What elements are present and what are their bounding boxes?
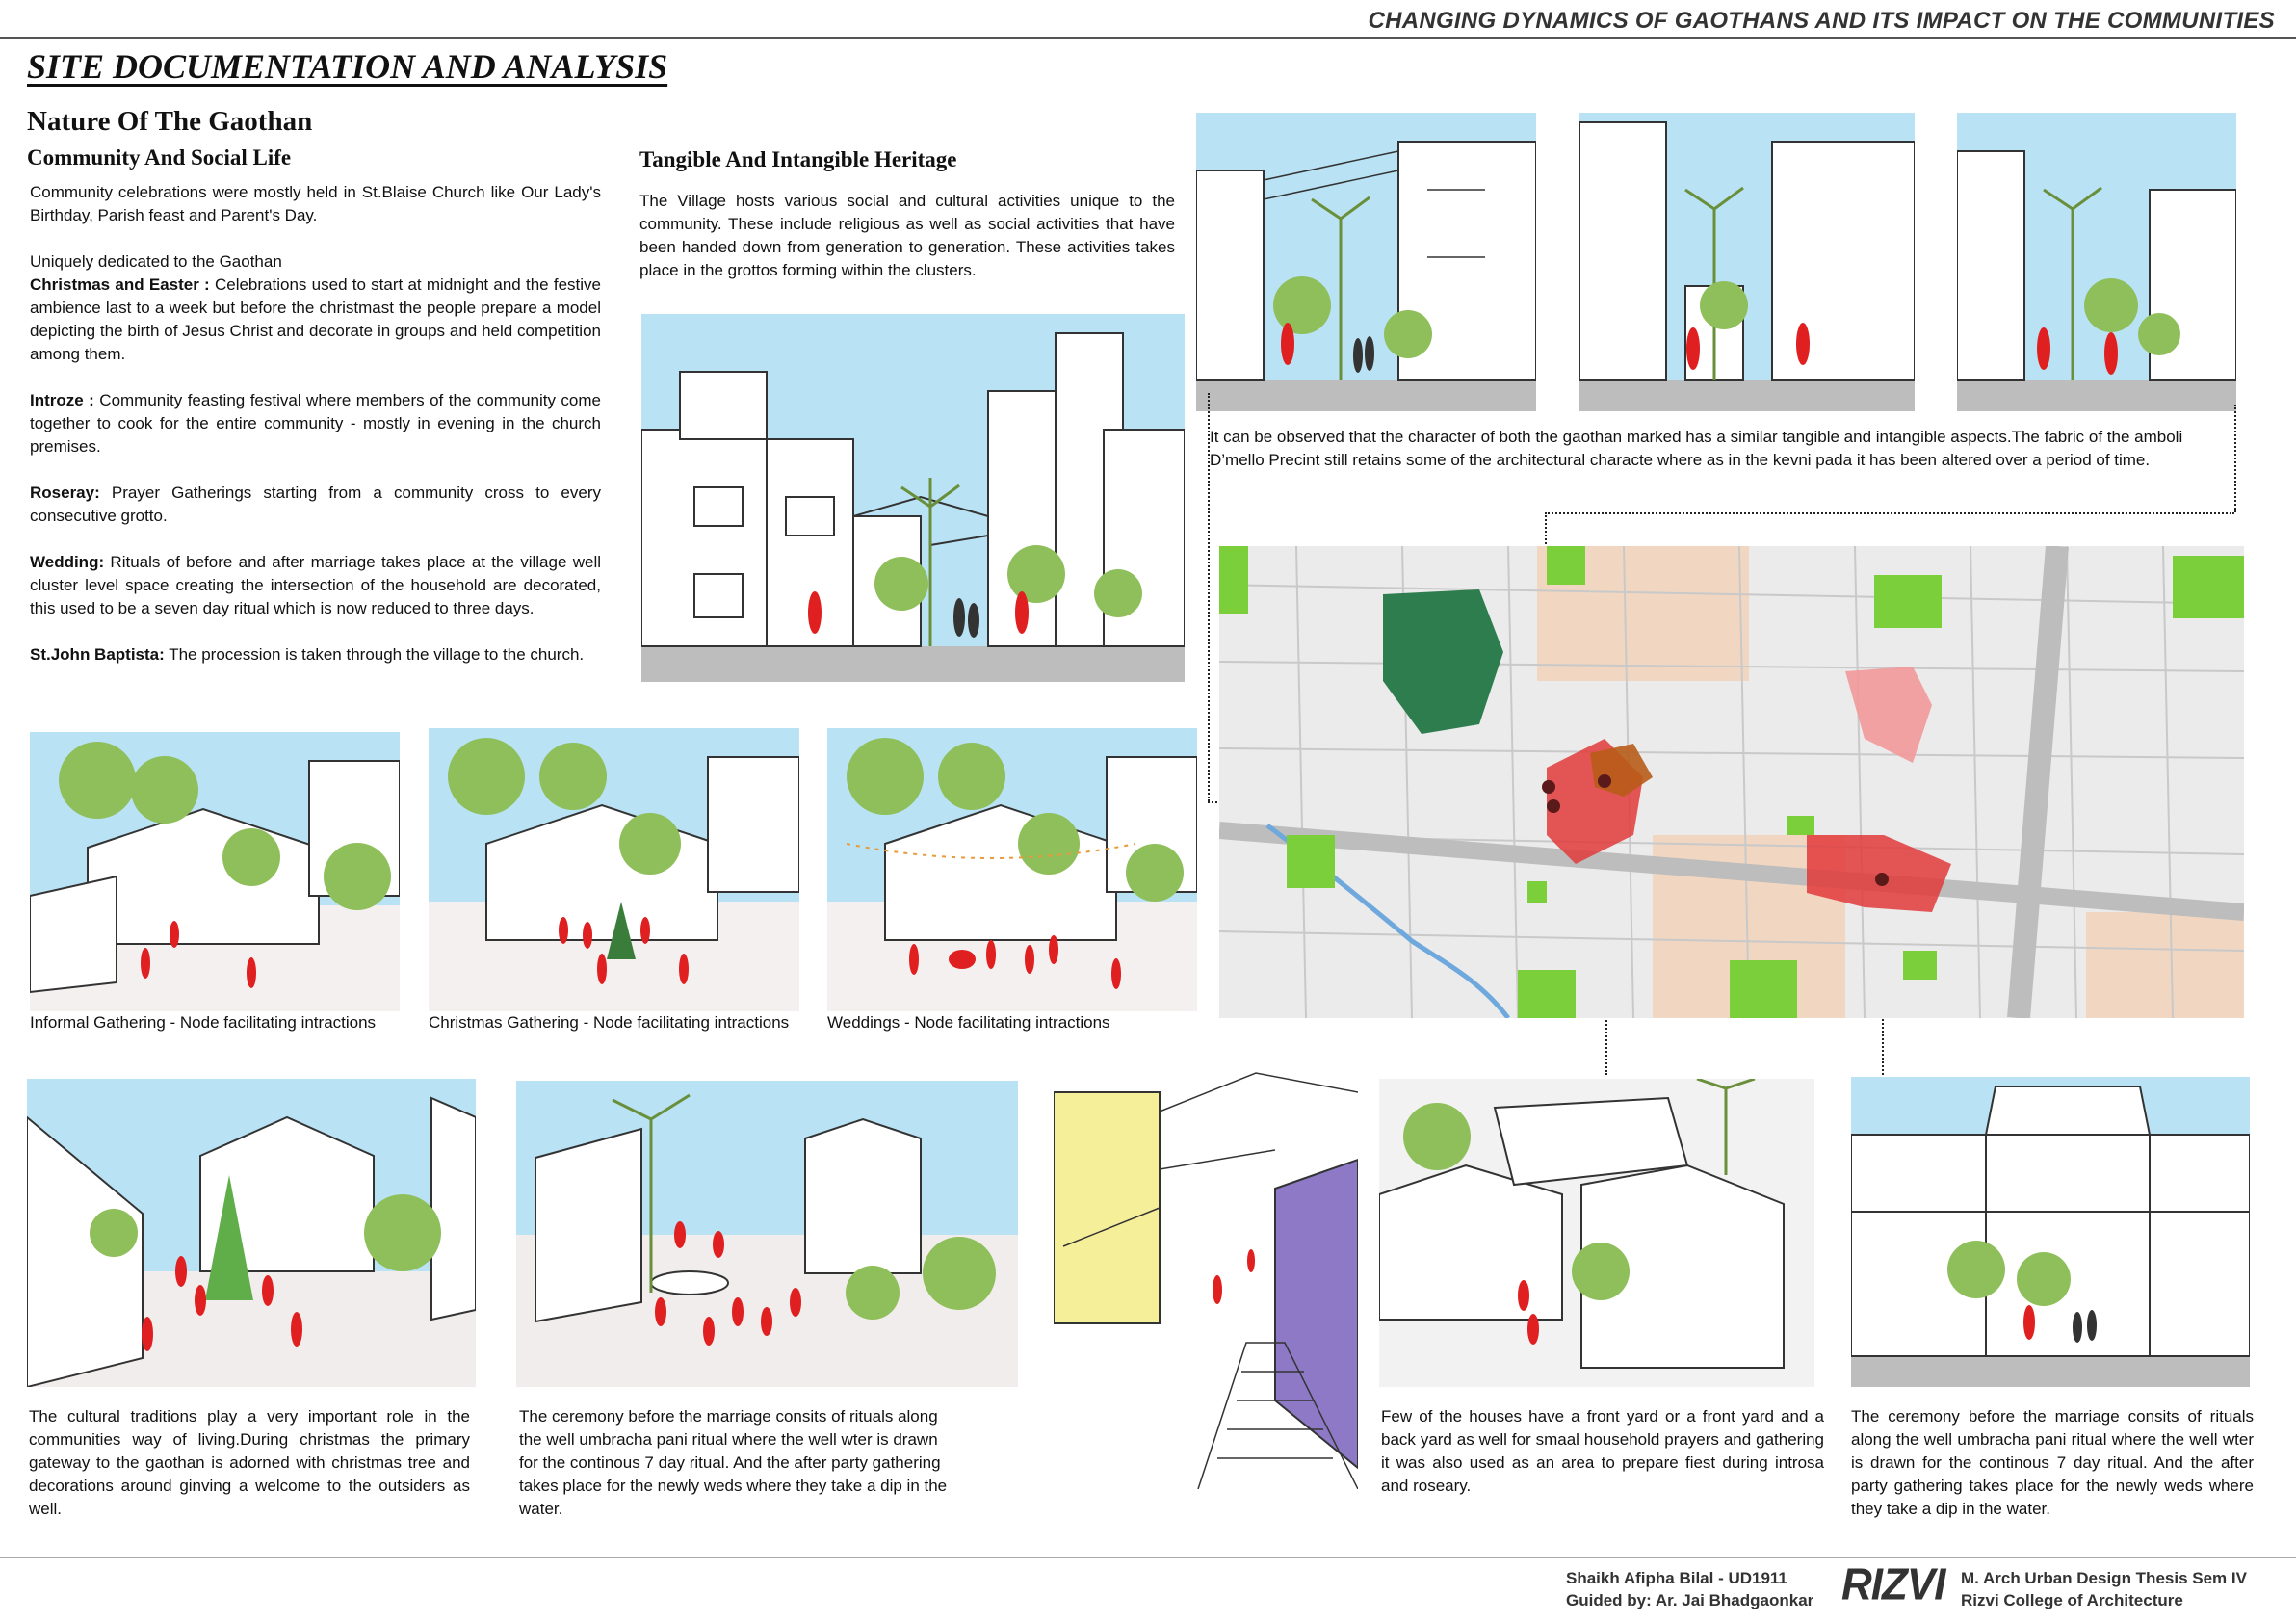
leader-line — [1208, 393, 1210, 801]
section-illustration-3 — [1957, 113, 2236, 411]
street-perspective-illustration — [1054, 1054, 1358, 1489]
header-rule — [0, 37, 2296, 39]
section-illustration-1 — [1196, 113, 1536, 411]
section-illustration-2 — [1579, 113, 1915, 411]
dedicated-line: Uniquely dedicated to the Gaothan — [30, 252, 282, 271]
event-label: Christmas and Easter : — [30, 275, 210, 294]
community-subheading: Community And Social Life — [27, 145, 292, 170]
node-caption: Christmas Gathering - Node facilitating intractions — [429, 1013, 790, 1032]
house-section-illustration — [1851, 1077, 2250, 1387]
program-name: M. Arch Urban Design Thesis Sem IV — [1961, 1569, 2247, 1587]
community-text-block — [30, 181, 601, 690]
leader-line — [2234, 405, 2236, 512]
event-text: Prayer Gatherings starting from a community cross to every consecutive grotto. — [30, 484, 601, 525]
leader-line — [1545, 512, 2234, 514]
christmas-gateway-illustration — [27, 1079, 476, 1387]
event-text: Community feasting festival where members of the community come together to cook for the entire community - mostly in evening in the church premises. — [30, 391, 602, 456]
bottom-caption-christmas: The cultural traditions play a very important role in the communities way of living.During christmas the primary gateway to the gaothan is adorned with christmas tree and decorations around ginving a welcome to the outsiders as well. — [29, 1407, 470, 1518]
event-text: Celebrations used to start at midnight and the festive ambience last to a week but before the christmast the people prepare a model depicting the birth of Jesus Christ and decorate in groups and held competition among them. — [30, 275, 601, 363]
node-caption: Weddings - Node facilitating intractions — [827, 1013, 1110, 1032]
intro-paragraph: Community celebrations were mostly held in St.Blaise Church like Our Lady's Birthday, Parish feast and Parent's Day. — [30, 183, 601, 224]
street-section-illustration — [641, 314, 1185, 682]
event-st-john — [30, 643, 601, 667]
event-label: Roseray: — [30, 484, 100, 502]
event-label: Introze : — [30, 391, 94, 409]
well-ritual-illustration — [516, 1081, 1018, 1387]
page-title: SITE DOCUMENTATION AND ANALYSIS — [27, 47, 668, 86]
event-text: Rituals of before and after marriage takes place at the village well cluster level space creating the intersection of the household are decorated, this used to be a seven day ritual which is now reduced to three days. — [30, 553, 601, 617]
college-name: Rizvi College of Architecture — [1961, 1591, 2183, 1609]
informal-gathering-illustration — [30, 732, 400, 1011]
heritage-text: The Village hosts various social and cultural activities unique to the community. These include religious as well as social activities that have been handed down from generation to generation. These activities takes place in the grottos forming within the clusters. — [639, 192, 1175, 279]
site-map — [1219, 546, 2244, 1018]
footer-rule — [0, 1557, 2296, 1558]
bottom-caption-front-yard: Few of the houses have a front yard or a front yard and a back yard as well for smaal household prayers and gathering it was also used as an area to prepare fiest during introsa and roseary. — [1381, 1407, 1824, 1495]
event-introze — [30, 389, 601, 458]
event-roseray — [30, 482, 601, 528]
sections-observation-text: It can be observed that the character of both the gaothan marked has a similar tangible and intangible aspects.The fabric of the amboli D’mello Precint still retains some of the architectural characte where as in the kevni pada it has been altered over a period of time. — [1210, 428, 2183, 469]
event-label: Wedding: — [30, 553, 105, 571]
rizvi-logo: RIZVI — [1841, 1559, 1945, 1610]
event-wedding — [30, 551, 601, 620]
event-text: The procession is taken through the village to the church. — [164, 645, 585, 664]
thesis-title: CHANGING DYNAMICS OF GAOTHANS AND ITS IMPACT ON THE COMMUNITIES — [1368, 8, 2275, 34]
node-caption: Informal Gathering - Node facilitating intractions — [30, 1013, 377, 1032]
bottom-caption-house: The ceremony before the marriage consits of rituals along the well umbracha pani ritual where the well wter is drawn for the continous 7 day ritual. And the after party gathering takes place for the newly weds where they take a dip in the water. — [1851, 1407, 2254, 1518]
bottom-caption-well: The ceremony before the marriage consits of rituals along the well umbracha pani ritual where the well wter is drawn for the continous 7 day ritual. And the after party gathering takes place for the newly weds where they take a dip in the water. — [519, 1407, 948, 1518]
nature-heading: Nature Of The Gaothan — [27, 106, 313, 137]
christmas-gathering-illustration — [429, 728, 799, 1011]
event-label: St.John Baptista: — [30, 645, 165, 664]
guide-name: Guided by: Ar. Jai Bhadgaonkar — [1566, 1591, 1814, 1609]
heritage-heading: Tangible And Intangible Heritage — [639, 147, 957, 171]
front-yard-illustration — [1379, 1079, 1814, 1387]
student-name: Shaikh Afipha Bilal - UD1911 — [1566, 1569, 1787, 1587]
weddings-illustration — [827, 728, 1197, 1011]
event-christmas — [30, 274, 601, 366]
